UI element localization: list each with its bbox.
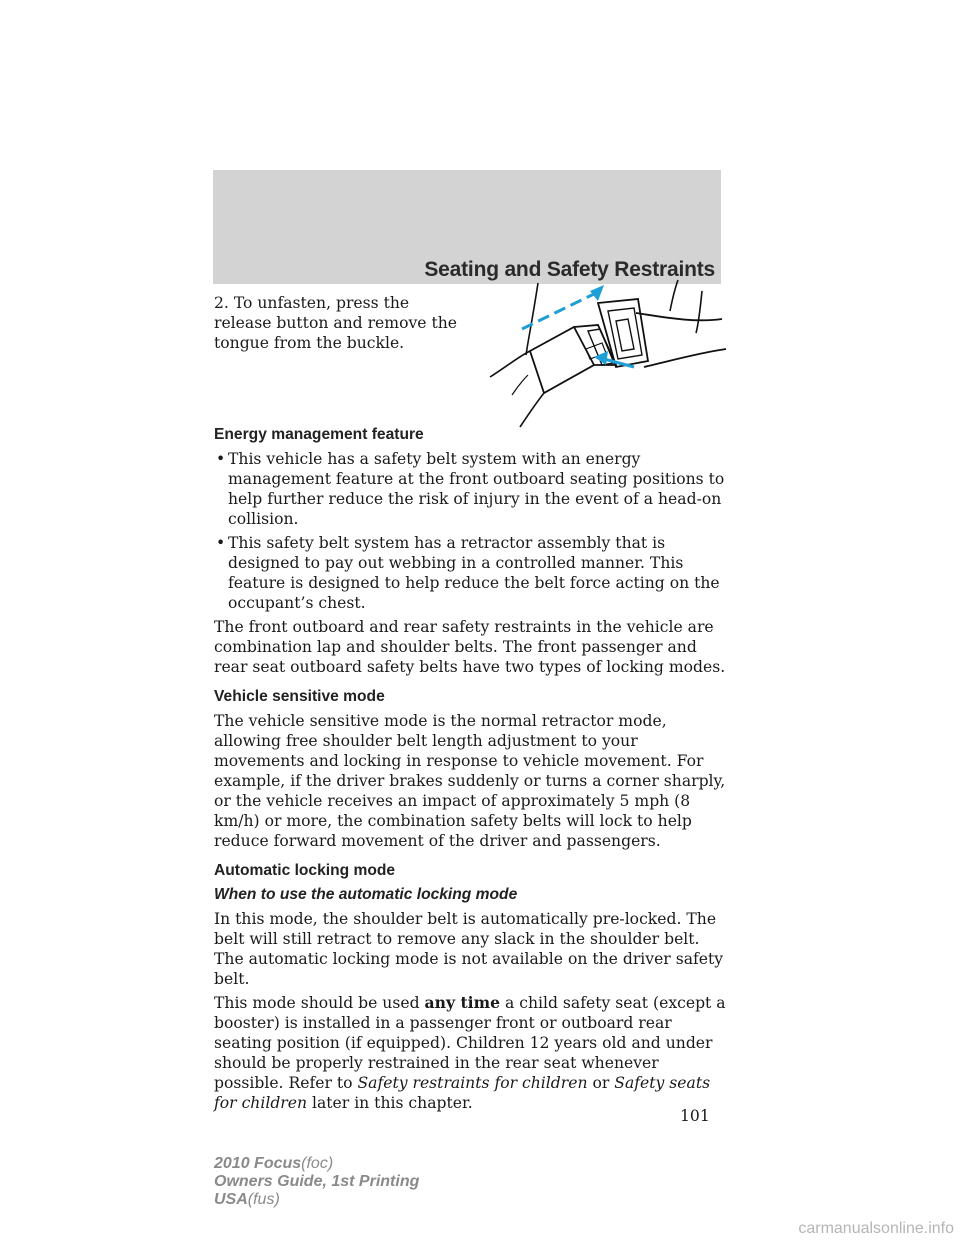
- bold-text: any time: [424, 993, 501, 1012]
- watermark: carmanualsonline.info: [798, 1220, 954, 1237]
- paragraph: In this mode, the shoulder belt is automatically pre-locked. The belt will still retract to remove any slack in the shoulder belt. The automatic locking mode is not available on the driver safety belt.: [214, 910, 724, 988]
- tongue-slot: [616, 319, 634, 351]
- bullet-list: [214, 449, 726, 613]
- footer-market: USA: [214, 1191, 248, 1208]
- page-number: 101: [680, 1107, 710, 1125]
- text-run: a child safety seat (except a booster) is installed in a passenger front or outboard rear seating position (if equipped). Children 12 years old and under should be properly restrained in the rear seat whenever possible. Refer to: [214, 994, 726, 1092]
- page-content: [214, 293, 726, 1113]
- footer-code: (foc): [301, 1155, 334, 1172]
- arrowhead-icon: [590, 285, 604, 301]
- cross-reference: Safety restraints for children: [357, 1074, 588, 1092]
- paragraph: [214, 993, 726, 1113]
- cross-reference: Safety seats for children: [214, 1074, 711, 1112]
- belt-buckle-illustration: [478, 271, 740, 443]
- section-title: Seating and Safety Restraints: [424, 258, 715, 281]
- footer-edition: Owners Guide, 1st Printing: [214, 1173, 420, 1190]
- list-item: • This vehicle has a safety belt system with an energy management feature at the front outboard seating positions to help further reduce the risk of injury in the event of a head-on collision.: [214, 449, 726, 529]
- belt-edge-line: [696, 291, 702, 333]
- text-run: or: [592, 1074, 610, 1092]
- list-item: • This safety belt system has a retractor assembly that is designed to pay out webbing in a controlled manner. This feature is designed to help reduce the belt force acting on the occupant’s chest.: [214, 533, 726, 613]
- sub-heading: When to use the automatic locking mode: [214, 886, 518, 903]
- section-heading: Vehicle sensitive mode: [214, 688, 385, 705]
- stalk-line: [520, 393, 544, 427]
- footer-imprint: [214, 1155, 419, 1209]
- belt-strap-edge: [636, 313, 722, 320]
- belt-strap-edge: [644, 349, 726, 367]
- belt-edge-line: [526, 283, 538, 355]
- tongue-inner: [608, 308, 642, 359]
- text-run: This mode should be used: [214, 994, 420, 1012]
- stalk-line: [490, 351, 530, 377]
- belt-edge-line: [670, 280, 678, 311]
- buckle-body: [530, 327, 594, 393]
- text-run: later in this chapter.: [312, 1094, 473, 1112]
- footer-code: (fus): [247, 1191, 280, 1208]
- paragraph: The vehicle sensitive mode is the normal retractor mode, allowing free shoulder belt length adjustment to your movements and locking in response to vehicle movement. For example, if the driver brakes suddenly or turns a corner sharply, or the vehicle receives an impact of approximately 5 mph (8 km/h) or more, the combination safety belts will lock to help reduce forward movement of the driver and passengers.: [214, 712, 726, 850]
- section-heading: Energy management feature: [214, 426, 424, 443]
- paragraph: The front outboard and rear safety restraints in the vehicle are combination lap and shoulder belts. The front passenger and rear seat outboard safety belts have two types of locking modes.: [214, 618, 726, 676]
- intro-step: 2. To unfasten, press the release button and remove the tongue from the buckle.: [214, 294, 457, 352]
- footer-model: 2010 Focus: [214, 1155, 302, 1172]
- section-heading: Automatic locking mode: [214, 862, 396, 879]
- section-header-band: [213, 170, 721, 284]
- stalk-line: [512, 375, 528, 395]
